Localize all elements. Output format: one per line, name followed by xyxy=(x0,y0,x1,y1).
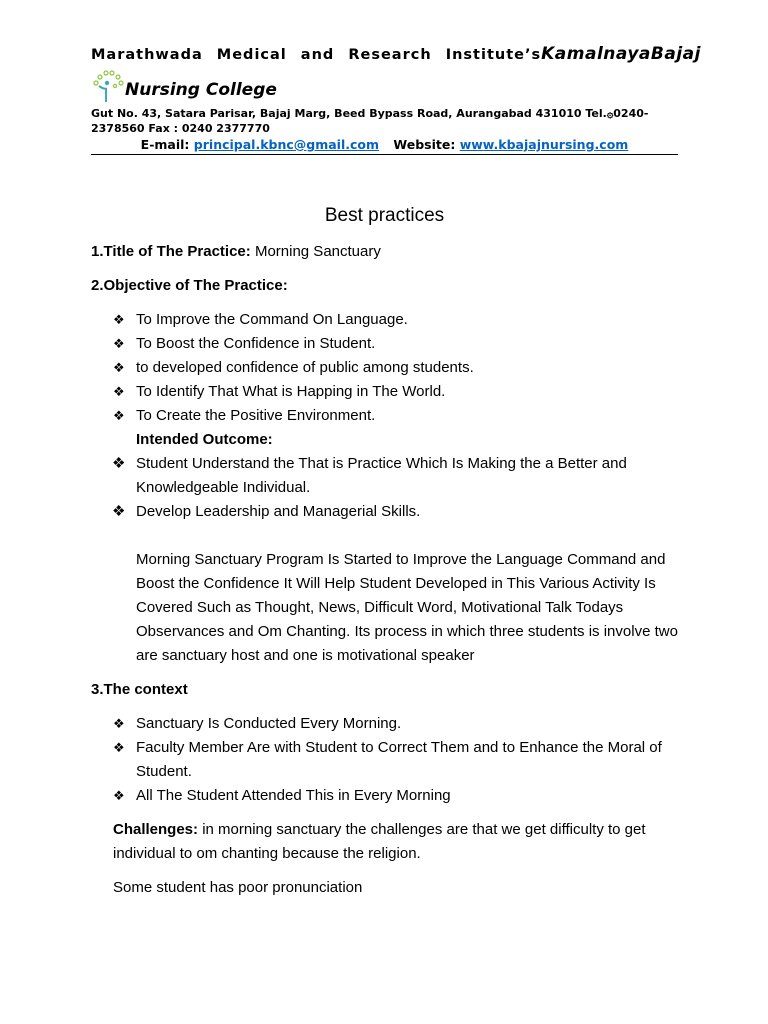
institute-name: Marathwada Medical and Research Institute’s xyxy=(91,47,542,63)
challenges-paragraph xyxy=(91,818,691,866)
address-line: Gut No. 43, Satara Parisar, Bajaj Marg, Beed Bypass Road, Aurangabad 431010 Tel.۞0240-2378560 Fax : 0240 2377770 xyxy=(91,107,649,135)
outcome-list xyxy=(91,452,691,524)
context-list xyxy=(91,712,691,808)
practice-title-value: Morning Sanctuary xyxy=(250,243,381,260)
email-label: E-mail: xyxy=(140,137,190,152)
pronunciation-note: Some student has poor pronunciation xyxy=(113,879,363,896)
list-item: ❖ To Boost the Confidence in Student. xyxy=(91,332,691,356)
diamond-bullet-icon: ❖ xyxy=(112,455,126,472)
list-item: ❖ Faculty Member Are with Student to Correct Them and to Enhance the Moral of Student. xyxy=(91,736,691,784)
list-item: ❖ to developed confidence of public among students. xyxy=(91,356,691,380)
email-link[interactable]: principal.kbnc@gmail.com xyxy=(193,137,380,152)
outcome-heading: Intended Outcome: xyxy=(136,431,273,448)
list-item: ❖ Student Understand the That is Practice Which Is Making the a Better and Knowledgeable Individual. xyxy=(91,452,691,500)
college-logo-icon xyxy=(91,68,125,104)
list-item: ❖ All The Student Attended This in Every Morning xyxy=(91,784,691,808)
objective-heading: 2.Objective of The Practice: xyxy=(91,277,288,294)
practice-title xyxy=(91,240,691,264)
brand-name: KamalnayaBajaj xyxy=(541,44,701,64)
diamond-bullet-icon: ❖ xyxy=(112,503,126,520)
practice-title-label: 1.Title of The Practice: xyxy=(91,243,251,260)
list-item: ❖ Sanctuary Is Conducted Every Morning. xyxy=(91,712,691,736)
website-label: Website: xyxy=(393,137,456,152)
document-title: Best practices xyxy=(324,205,445,226)
diamond-bullet-icon: ❖ xyxy=(113,312,125,327)
program-description: Morning Sanctuary Program Is Started to Improve the Language Command and Boost the Confidence It Will Help Student Developed in This Various Activity Is Covered Such as Thought, News, Difficult Word, Motivational Talk Todays Observances and Om Chanting. Its process in which three students is involve two are sanctuary host and one is motivational speaker xyxy=(136,551,678,664)
diamond-bullet-icon: ❖ xyxy=(113,788,125,803)
list-item: ❖ To Identify That What is Happing in The World. xyxy=(91,380,691,404)
diamond-bullet-icon: ❖ xyxy=(113,716,125,731)
website-link[interactable]: www.kbajajnursing.com xyxy=(459,137,629,152)
contact-line xyxy=(91,137,678,155)
diamond-bullet-icon: ❖ xyxy=(113,408,125,423)
diamond-bullet-icon: ❖ xyxy=(113,360,125,375)
diamond-bullet-icon: ❖ xyxy=(113,740,125,755)
challenges-label: Challenges: xyxy=(113,821,199,838)
diamond-bullet-icon: ❖ xyxy=(113,336,125,351)
college-row xyxy=(91,66,678,106)
list-item: ❖ Develop Leadership and Managerial Skills. xyxy=(91,500,691,524)
college-name: Nursing College xyxy=(125,80,277,100)
document-body xyxy=(91,204,691,910)
context-heading: 3.The context xyxy=(91,681,188,698)
challenges-text: in morning sanctuary the challenges are that we get difficulty to get individual to om chanting because the religion. xyxy=(113,821,646,862)
objective-list xyxy=(91,308,691,428)
diamond-bullet-icon: ❖ xyxy=(113,384,125,399)
list-item: ❖ To Create the Positive Environment. xyxy=(91,404,691,428)
list-item: ❖ To Improve the Command On Language. xyxy=(91,308,691,332)
institute-line xyxy=(91,44,701,64)
letterhead xyxy=(91,44,701,155)
